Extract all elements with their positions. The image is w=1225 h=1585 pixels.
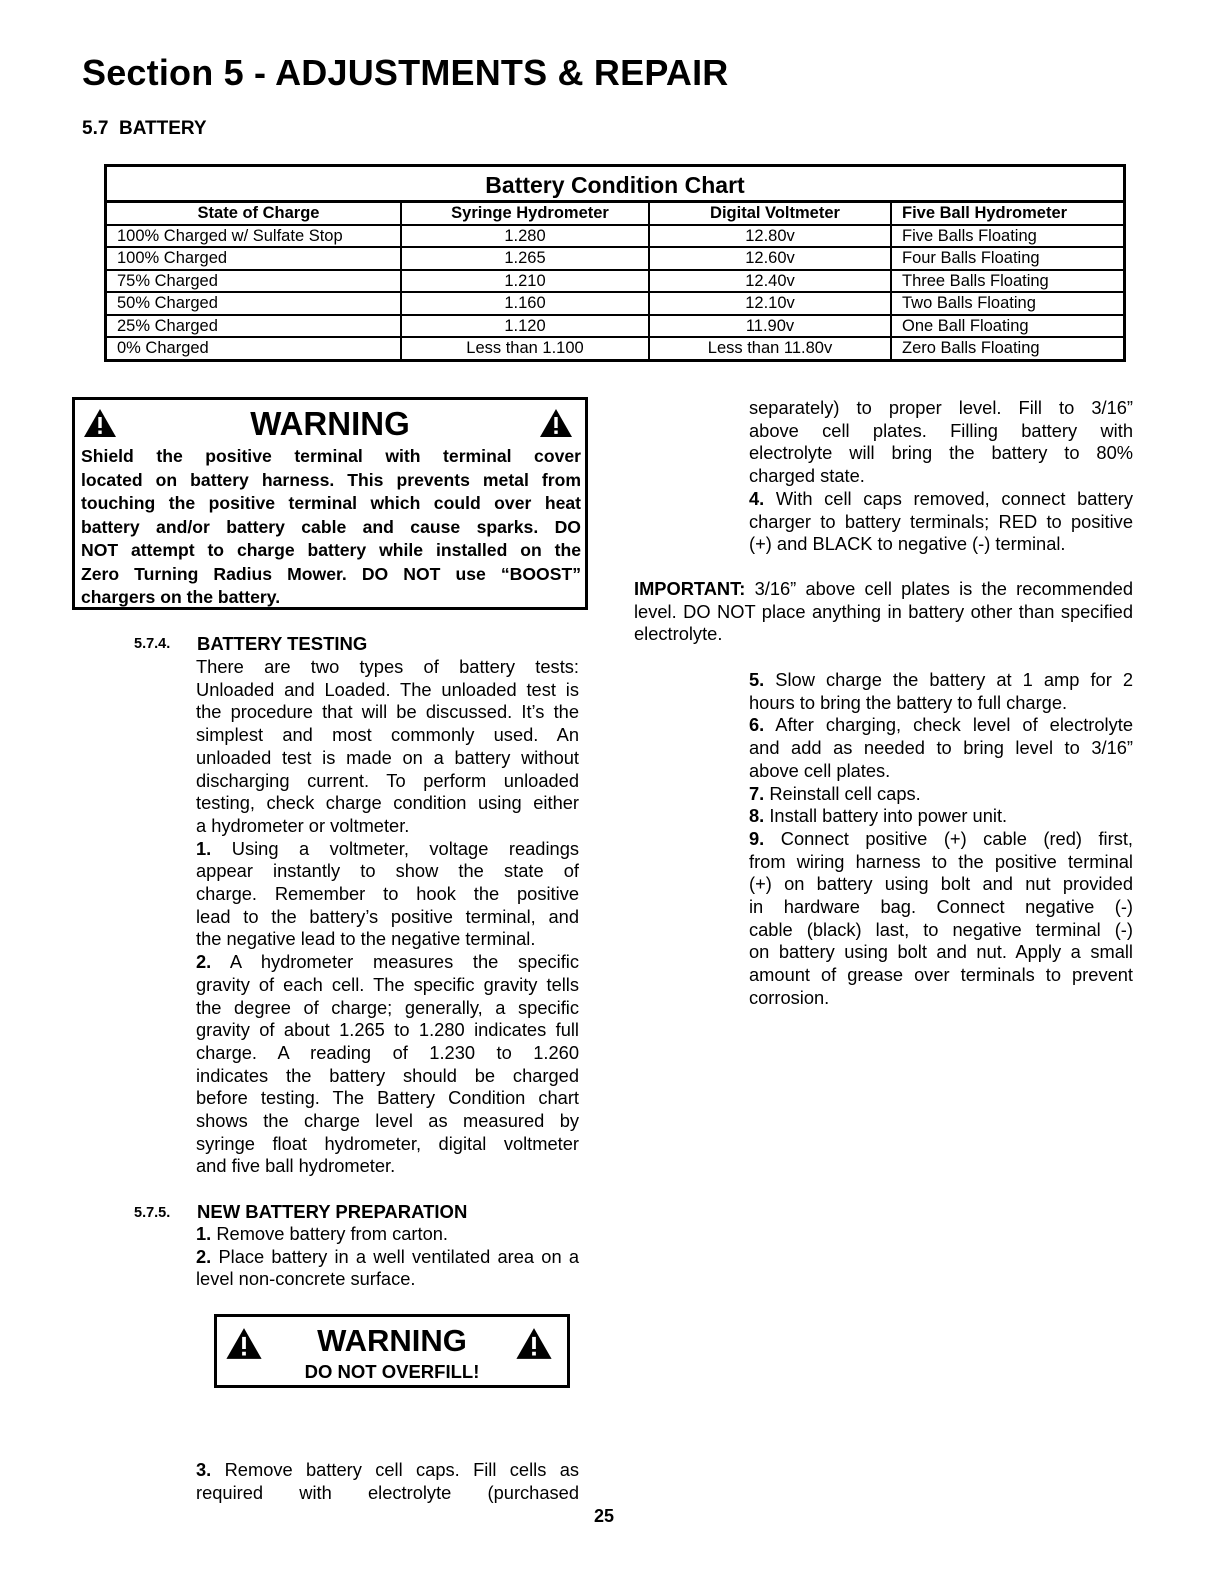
- text-line: syringe float hydrometer, digital voltmeter: [196, 1132, 579, 1154]
- text-line: level. DO NOT place anything in battery other than specified: [634, 600, 1133, 622]
- subsection-heading: NEW BATTERY PREPARATION: [197, 1201, 468, 1222]
- column-header: Syringe Hydrometer: [401, 203, 649, 225]
- table-row: [107, 292, 1123, 315]
- text-line: the degree of charge; generally, a specific: [196, 996, 579, 1018]
- warning-line: battery and/or battery cable and cause sparks. DO: [81, 516, 581, 537]
- table-cell: 1.160: [401, 292, 649, 315]
- text-line: charge. Remember to hook the positive: [196, 883, 579, 905]
- step-line: [196, 951, 579, 974]
- step-number: 1.: [196, 1223, 212, 1244]
- step-number: 6.: [749, 714, 765, 736]
- text-line: Place battery in a well ventilated area on a: [211, 1245, 579, 1267]
- text-line: After charging, check level of electrolyte: [764, 714, 1133, 736]
- warning-text: [81, 445, 581, 610]
- text-line: the procedure that will be discussed. It’s the: [196, 701, 579, 723]
- table-row: [107, 270, 1123, 293]
- text-line: before testing. The Battery Condition chart: [196, 1087, 579, 1109]
- step-line: [196, 1246, 579, 1269]
- text-line: a hydrometer or voltmeter.: [196, 814, 410, 836]
- section-title: Section 5 - ADJUSTMENTS & REPAIR: [82, 52, 729, 93]
- table-cell: Less than 11.80v: [649, 337, 891, 359]
- text-line: indicates the battery should be charged: [196, 1064, 579, 1086]
- text-line: separately) to proper level. Fill to 3/16”: [749, 397, 1133, 418]
- table-cell: Two Balls Floating: [891, 292, 1123, 315]
- subsection-number: 5.7.4.: [134, 636, 171, 652]
- text-line: simplest and most commonly used. An: [196, 724, 579, 746]
- warning-line: touching the positive terminal which could over heat: [81, 493, 581, 513]
- step-number: 3.: [196, 1459, 212, 1480]
- warning-line: Shield the positive terminal with terminal cover: [81, 446, 581, 466]
- table-cell: Zero Balls Floating: [902, 339, 1040, 358]
- table-cell: 100% Charged w/ Sulfate Stop: [107, 225, 401, 248]
- text-line: amount of grease over terminals to prevent: [749, 964, 1133, 986]
- warning-line: NOT attempt to charge battery while installed on the: [81, 540, 581, 560]
- text-line: the negative lead to the negative terminal.: [196, 928, 536, 950]
- battery-table: [107, 203, 1123, 359]
- table-row: [107, 225, 1123, 248]
- column-header: Five Ball Hydrometer: [891, 203, 1123, 225]
- step-number: 1.: [196, 837, 212, 859]
- column-header: State of Charge: [107, 203, 401, 225]
- table-cell: 0% Charged: [107, 337, 401, 359]
- right-column-steps-2: [749, 669, 1133, 1010]
- text-line: electrolyte.: [634, 623, 723, 645]
- table-row: [107, 337, 1123, 359]
- testing-paragraph: [196, 656, 579, 1178]
- warning-line: Zero Turning Radius Mower. DO NOT use “BOOST”: [81, 563, 581, 584]
- table-cell: Four Balls Floating: [891, 247, 1123, 270]
- text-line: in hardware bag. Connect negative (-): [749, 896, 1133, 918]
- important-label: IMPORTANT:: [634, 578, 746, 599]
- table-cell: Three Balls Floating: [891, 270, 1123, 293]
- warning-box-terminal: [72, 397, 588, 610]
- text-line: (+) on battery using bolt and nut provided: [749, 873, 1133, 895]
- text-line: and add as needed to bring level to 3/16”: [749, 737, 1133, 759]
- text-line: lead to the battery’s positive terminal, and: [196, 905, 579, 927]
- text-line: and five ball hydrometer.: [196, 1155, 396, 1177]
- step-line: [749, 714, 1133, 737]
- text-line: gravity of about 1.265 to 1.280 indicates full: [196, 1019, 579, 1041]
- step-number: 9.: [749, 827, 765, 849]
- step-line: [196, 1459, 579, 1482]
- right-column-steps: [749, 397, 1133, 556]
- step-line: [749, 828, 1133, 851]
- step-line: [749, 783, 1133, 806]
- warning-subtitle: DO NOT OVERFILL!: [304, 1361, 480, 1382]
- warning-triangle-icon: [515, 1327, 553, 1360]
- text-line: hours to bring the battery to full charge.: [749, 691, 1068, 713]
- table-cell: 12.80v: [649, 225, 891, 248]
- table-cell: 1.120: [401, 315, 649, 338]
- text-line: 3/16” above cell plates is the recommended: [745, 578, 1133, 599]
- text-line: With cell caps removed, connect battery: [764, 487, 1133, 509]
- table-body: [107, 225, 1123, 359]
- text-line: Connect positive (+) cable (red) first,: [764, 827, 1133, 849]
- warning-title: WARNING: [317, 1323, 467, 1358]
- step-line: [749, 488, 1133, 511]
- table-cell: 100% Charged: [107, 247, 401, 270]
- text-line: required with electrolyte (purchased: [196, 1481, 579, 1503]
- text-line: electrolyte will bring the battery to 80%: [749, 442, 1133, 464]
- text-line: unloaded test is made on a battery without: [196, 746, 579, 768]
- table-cell: 1.280: [401, 225, 649, 248]
- text-line: on battery using bolt and nut. Apply a small: [749, 941, 1133, 963]
- warning-title: WARNING: [250, 405, 410, 442]
- text-line: discharging current. To perform unloaded: [196, 769, 579, 791]
- text-line: shows the charge level as measured by: [196, 1110, 579, 1132]
- step-number: 8.: [749, 805, 765, 827]
- text-line: Remove battery cell caps. Fill cells as: [211, 1459, 579, 1480]
- step-number: 2.: [196, 1245, 212, 1267]
- subsection-heading: BATTERY TESTING: [197, 633, 368, 654]
- column-header: Digital Voltmeter: [649, 203, 891, 225]
- text-line: A hydrometer measures the specific: [211, 951, 579, 973]
- step-line: [196, 1223, 579, 1246]
- text-line: Unloaded and Loaded. The unloaded test is: [196, 678, 579, 700]
- text-line: level non-concrete surface.: [196, 1268, 416, 1290]
- table-row: [107, 315, 1123, 338]
- table-cell: 1.210: [401, 270, 649, 293]
- table-header-row: [107, 203, 1123, 225]
- step-line: [749, 669, 1133, 692]
- text-line: Using a voltmeter, voltage readings: [211, 837, 579, 859]
- warning-line: chargers on the battery.: [81, 587, 281, 607]
- table-cell: Less than 1.100: [401, 337, 649, 359]
- table-cell: 12.10v: [649, 292, 891, 315]
- prep-step3: [196, 1459, 579, 1504]
- text-line: corrosion.: [749, 986, 830, 1008]
- subsection-heading: 5.7 BATTERY: [82, 118, 207, 139]
- table-cell: 12.60v: [649, 247, 891, 270]
- table-cell: 75% Charged: [107, 270, 401, 293]
- step-number: 4.: [749, 487, 765, 509]
- table-cell: 11.90v: [649, 315, 891, 338]
- warning-line: located on battery harness. This prevents metal from: [81, 469, 581, 490]
- step-number: 5.: [749, 669, 765, 690]
- text-line: charged state.: [749, 465, 865, 487]
- text-line: There are two types of battery tests:: [196, 656, 579, 677]
- battery-condition-chart: [104, 164, 1126, 362]
- important-line: [634, 578, 1133, 601]
- table-cell: 12.40v: [649, 270, 891, 293]
- text-line: above cell plates. Filling battery with: [749, 419, 1133, 441]
- text-line: testing, check charge condition using either: [196, 792, 579, 814]
- step-number: 7.: [749, 782, 765, 804]
- important-note: [634, 578, 1133, 646]
- text-line: from wiring harness to the positive terminal: [749, 850, 1133, 872]
- table-cell: Five Balls Floating: [891, 225, 1123, 248]
- table-cell: 1.265: [401, 247, 649, 270]
- text-line: cable (black) last, to negative terminal (-): [749, 918, 1133, 940]
- step-number: 2.: [196, 951, 212, 973]
- chart-title: Battery Condition Chart: [107, 167, 1123, 203]
- text-line: gravity of each cell. The specific gravity tells: [196, 973, 579, 995]
- text-line: Slow charge the battery at 1 amp for 2: [764, 669, 1133, 690]
- text-line: Reinstall cell caps.: [764, 782, 921, 804]
- text-line: charger to battery terminals; RED to positive: [749, 510, 1133, 532]
- step-line: [749, 805, 1133, 828]
- prep-paragraph: [196, 1223, 579, 1291]
- text-line: appear instantly to show the state of: [196, 860, 579, 882]
- warning-triangle-icon: [539, 408, 573, 438]
- text-line: charge. A reading of 1.230 to 1.260: [196, 1041, 579, 1063]
- text-line: (+) and BLACK to negative (-) terminal.: [749, 533, 1066, 555]
- warning-box-overfill: [214, 1314, 570, 1388]
- table-row: [107, 247, 1123, 270]
- subsection-number: 5.7.5.: [134, 1205, 171, 1221]
- step-line: [196, 838, 579, 861]
- text-line: Remove battery from carton.: [211, 1223, 448, 1244]
- text-line: above cell plates.: [749, 759, 891, 781]
- table-cell: 50% Charged: [107, 292, 401, 315]
- page-number: 25: [594, 1506, 615, 1526]
- table-cell: 25% Charged: [107, 315, 401, 338]
- text-line: Install battery into power unit.: [764, 805, 1008, 827]
- table-cell: One Ball Floating: [891, 315, 1123, 338]
